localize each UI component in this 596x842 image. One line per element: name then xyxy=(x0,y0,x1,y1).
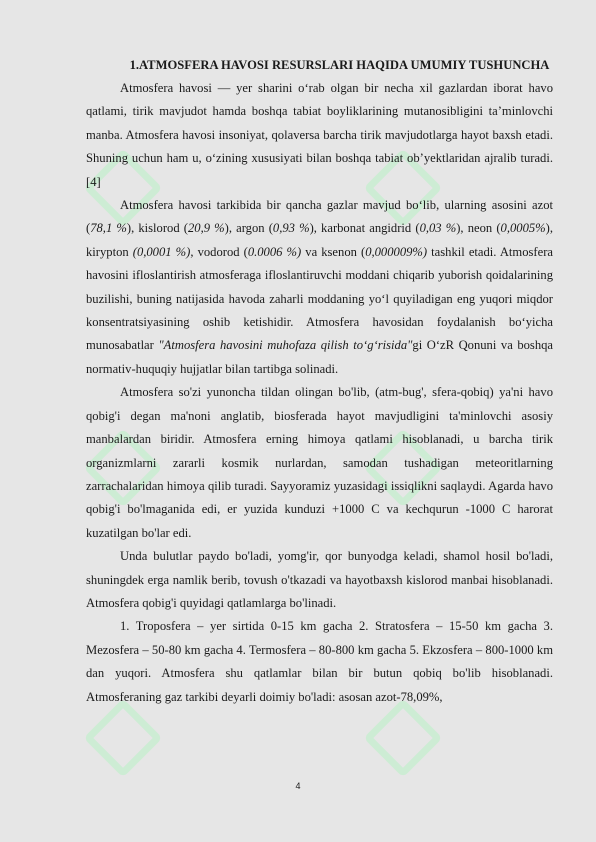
watermark-logo-icon xyxy=(85,700,155,770)
paragraph-text: , vodorod ( xyxy=(190,244,248,259)
paragraph-list xyxy=(86,77,553,709)
italic-text: 0,000009%) xyxy=(365,244,428,259)
paragraph-text: ), kirypton xyxy=(86,221,553,259)
paragraph-text: ), kislorod ( xyxy=(126,221,188,236)
paragraph-text: va ksenon ( xyxy=(301,244,366,259)
italic-text: 0,0005% xyxy=(500,221,546,236)
paragraph xyxy=(86,77,553,194)
watermark-logo-icon xyxy=(365,700,435,770)
paragraph-text: ), karbonat angidrid ( xyxy=(309,221,420,236)
paragraph xyxy=(86,545,553,615)
paragraph xyxy=(86,381,553,545)
italic-text: 0,93 % xyxy=(272,221,310,236)
paragraph-text: tashkil etadi. Atmosfera havosini ifloslantirish atmosferaga ifloslantiruvchi moddani chiqarib yuborish qoidalarining buzilishi, buning natijasida havoda zaharli moddaning yoʻl quyiladigan eng yuqori miqdor konsentratsiyasining oshib ketishidir. Atmosfera havosidan foydalanish boʻyicha munosabatlar xyxy=(86,244,553,353)
italic-text: 20,9 % xyxy=(187,221,225,236)
italic-text: 0,03 % xyxy=(419,221,457,236)
paragraph-text: ), argon ( xyxy=(224,221,273,236)
paragraph-text: 1. Troposfera – yer sirtida 0-15 km gacha 2. Stratosfera – 15-50 km gacha 3. Mezosfera – 50-80 km gacha 4. Termosfera – 80-800 km gacha 5. Ekzosfera – 800-1000 km dan yuqori. Atmosfera shu qatlamlar bilan bir butun qobiq bo'lib hisoblanadi. Atmosferaning gaz tarkibi deyarli doimiy bo'ladi: asosan azot-78,09%, xyxy=(86,619,553,704)
italic-text: "Atmosfera havosini muhofaza qilish toʻgʻrisida" xyxy=(158,338,413,353)
italic-text: (0,0001 %) xyxy=(132,244,191,259)
paragraph-text: Unda bulutlar paydo bo'ladi, yomg'ir, qor bunyodga keladi, shamol hosil bo'ladi, shuningdek erga namlik berib, tovush o'tkazadi va hayotbaxsh kislorod manbai hisoblanadi. Atmosfera qobig'i quyidagi qatlamlarga bo'linadi. xyxy=(86,549,553,610)
italic-text: 78,1 % xyxy=(90,221,127,236)
paragraph-text: Atmosfera so'zi yunoncha tildan olingan bo'lib, (atm-bug', sfera-qobiq) ya'ni havo qobig'i degan ma'noni anglatib, biosferada hayot mavjudligini ta'minlovchi asosiy manbalardan biridir. Atmosfera erning himoya qatlami hisoblanadi, u barcha tirik organizmlarni zararli kosmik nurlardan, samodan tushadigan meteoritlarning zarrachalaridan himoya qilib turadi. Sayyoramiz yuzasidagi issiqlikni saqlaydi. Agarda havo qobig'i bo'lmaganida edi, er yuzida kunduzi +1000 C va kechqurun -1000 C harorat kuzatilgan bo'lar edi. xyxy=(86,385,553,540)
page-number: 4 xyxy=(295,781,301,791)
document-body xyxy=(86,54,553,709)
paragraph-text: gi OʻzR Qonuni va boshqa normativ-huquqiy hujjatlar bilan tartibga solinadi. xyxy=(86,338,553,376)
paragraph xyxy=(86,194,553,381)
paragraph xyxy=(86,615,553,709)
paragraph-text: Atmosfera havosi — yer sharini oʻrab olgan bir necha xil gazlardan iborat havo qatlami, tirik mavjudot hamda boshqa tabiat boyliklarining mutanosibligini taʼminlovchi manba. Atmosfera havosi insoniyat, qolaversa barcha tirik mavjudotlarga hayot baxsh etadi. Shuning uchun ham u, oʻzining xususiyati bilan boshqa tabiat obʼyektlaridan ajralib turadi. [4] xyxy=(86,81,553,189)
italic-text: 0.0006 %) xyxy=(247,244,302,259)
paragraph-text: ), neon ( xyxy=(456,221,501,236)
paragraph-text: Atmosfera havosi tarkibida bir qancha gazlar mavjud boʻlib, ularning asosini azot ( xyxy=(86,198,553,236)
document-title: 1.ATMOSFERA HAVOSI RESURSLARI HAQIDA UMUMIY TUSHUNCHA xyxy=(129,58,550,72)
